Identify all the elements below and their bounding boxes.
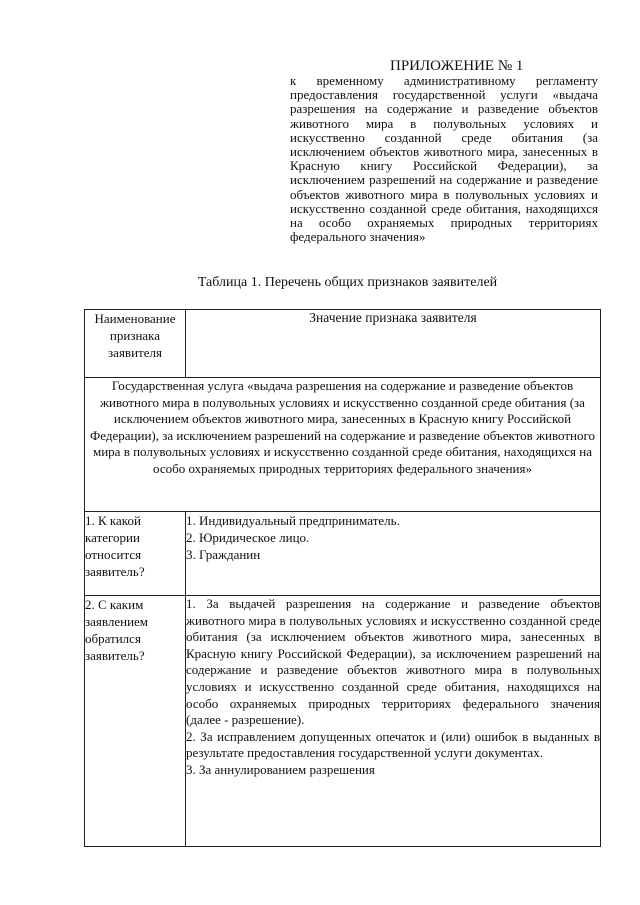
service-title: Государственная услуга «выдача разрешения на содержание и разведение объектов животного мира в полувольных условиях и искусственно созданной среде обитания (за исключением объектов животного мира, занесенных в Красную книгу Российской Федерации), за исключением разрешений на содержание и разведение объектов животного мира в полувольных условиях и искусственно созданной среде обитания, находящихся на особо охраняемых природных территориях федерального значения» (85, 378, 601, 512)
row-question: 1. К какой категории относится заявитель? (85, 512, 186, 596)
row-answers (186, 512, 601, 596)
answer-item: 2. За исправлением допущенных опечаток и (или) ошибок в выданных в результате предоставления государственной услуги документах. (186, 728, 600, 761)
answer-item: 2. Юридическое лицо. (186, 530, 310, 545)
answer-item: 3. Гражданин (186, 547, 261, 562)
answer-item: 3. За аннулированием разрешения (186, 761, 375, 777)
header-feature-name: Наименование признака заявителя (85, 310, 186, 378)
appendix-title: ПРИЛОЖЕНИЕ № 1 (390, 58, 524, 74)
answer-item: 1. За выдачей разрешения на содержание и разведение объектов животного мира в полувольных условиях и искусственно созданной среде обитания (за исключением объектов животного мира, занесенных в Красную книгу Российской Федерации), за исключением разрешений на содержание и разведение объектов животного мира в полувольных условиях и искусственно созданной среде обитания, находящихся на особо охраняемых природных территориях федерального значения (186, 596, 600, 711)
table-row (85, 512, 601, 596)
table-header-row (85, 310, 601, 378)
appendix-reference-text: к временному административному регламенту предоставления государственной услуги «выдача разрешения на содержание и разведение объектов животного мира в полувольных условиях и искусственно созданной среде обитания (за исключением объектов животного мира, занесенных в Красную книгу Российской Федерации), за исключением разрешений на содержание и разведение объектов животного мира в полувольных условиях и искусственно созданной среде обитания, находящихся на особо охраняемых природных территориях федерального значения» (290, 73, 598, 245)
service-title-row (85, 378, 601, 512)
applicant-features-table (84, 309, 601, 847)
table-caption: Таблица 1. Перечень общих признаков заявителей (197, 275, 498, 290)
table-row (85, 596, 601, 847)
answer-item: (далее - разрешение). (186, 712, 305, 728)
row-question: 2. С каким заявлением обратился заявитель? (85, 596, 186, 847)
answer-item: 1. Индивидуальный предприниматель. (186, 513, 400, 528)
header-feature-value: Значение признака заявителя (186, 310, 601, 378)
row-answers (186, 596, 601, 847)
